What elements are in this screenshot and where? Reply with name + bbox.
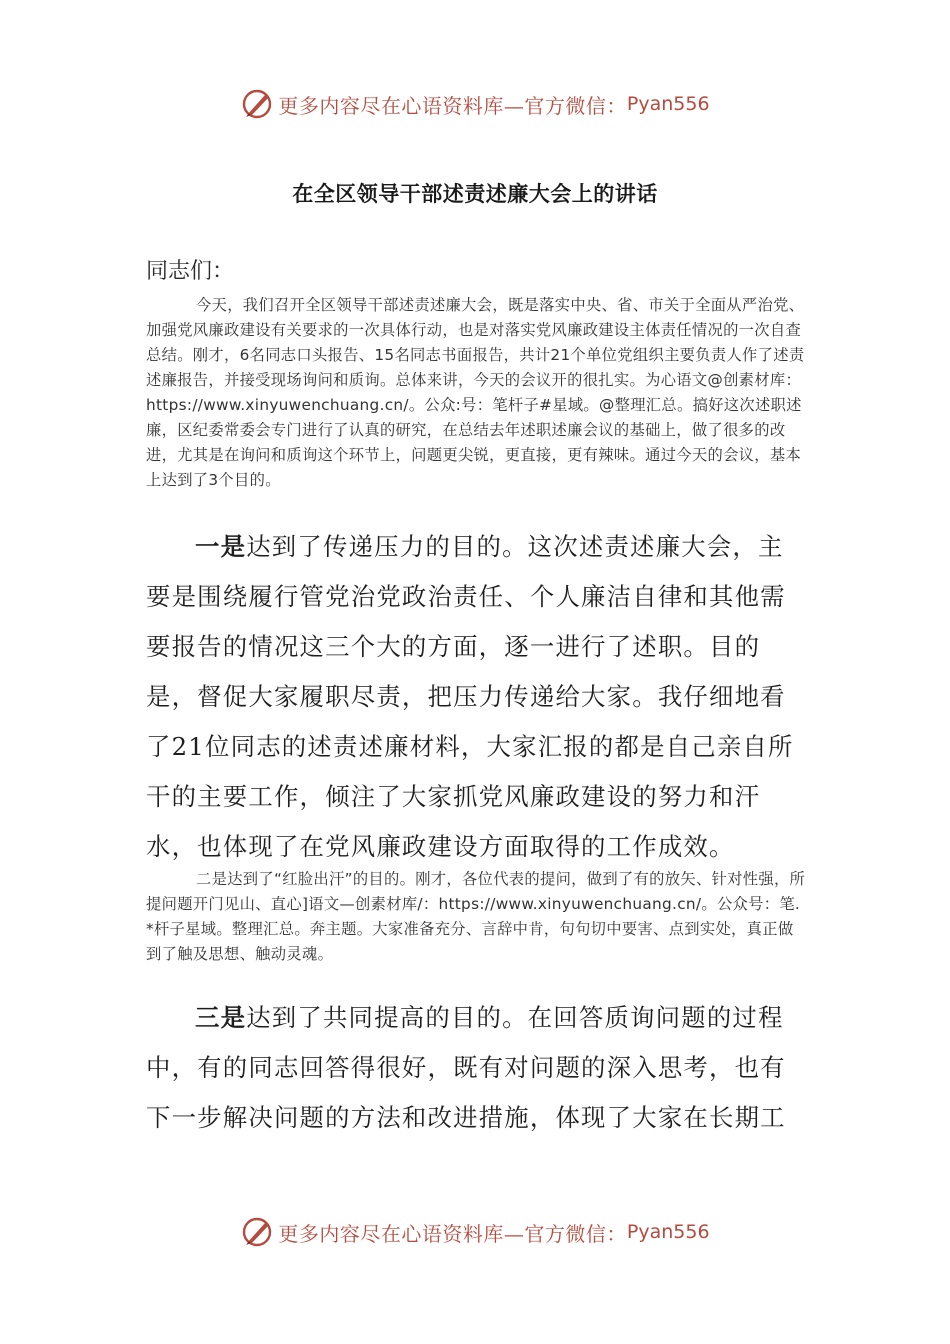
point-three-body: 达到了共同提高的目的。在回答质询问题的过程中，有的同志回答得很好，既有对问题的深入思考，也有下一步解决问题的方法和改进措施，体现了大家在长期工 (146, 1003, 786, 1132)
point-one-lead: 一是 (195, 532, 247, 561)
paragraph-point-one (146, 522, 806, 872)
paragraph-point-three (146, 993, 806, 1143)
banner-text: 更多内容尽在心语资料库—官方微信： (278, 93, 627, 118)
paragraph-point-two: 二是达到了“红脸出汗”的目的。刚才，各位代表的提问，做到了有的放矢、针对性强，所提问题开门见山、直心]语文—创素材库/：https://www.xinyuwenchuang.cn/。公众号：笔.*杆子星域。整理汇总。奔主题。大家准备充分、言辞中肯，句句切中要害、点到实处，真正做到了触及思想、触动灵魂。 (146, 870, 806, 963)
pen-logo-icon (240, 87, 274, 121)
paragraph-intro: 今天，我们召开全区领导干部述责述廉大会，既是落实中央、省、市关于全面从严治党、加强党风廉政建设有关要求的一次具体行动，也是对落实党风廉政建设主体责任情况的一次自查总结。刚才，6名同志口头报告、15名同志书面报告，共计21个单位党组织主要负责人作了述责述廉报告，并接受现场询问和质询。总体来讲，今天的会议开的很扎实。为心语文@创素材库：https://www.xinyuwenchuang.cn/。公众:号：笔杆子#星域。@整理汇总。搞好这次述职述廉，区纪委常委会专门进行了认真的研究，在总结去年述职述廉会议的基础上，做了很多的改进，尤其是在询问和质询这个环节上，问题更尖锐，更直接，更有辣味。通过今天的会议，基本上达到了3个目的。 (146, 296, 805, 489)
pen-logo-icon (240, 1215, 274, 1249)
footer-banner-text: 更多内容尽在心语资料库—官方微信： (278, 1221, 627, 1246)
header-banner (0, 84, 950, 124)
footer-banner (0, 1212, 950, 1252)
salutation: 同志们： (146, 259, 235, 284)
banner-wechat-id: Pyan556 (626, 93, 710, 115)
point-one-body: 达到了传递压力的目的。这次述责述廉大会，主要是围绕履行管党治党政治责任、个人廉洁自律和其他需要报告的情况这三个大的方面，逐一进行了述职。目的是，督促大家履职尽责，把压力传递给大家。我仔细地看了21位同志的述责述廉材料，大家汇报的都是自己亲自所干的主要工作，倾注了大家抓党风廉政建设的努力和汗水，也体现了在党风廉政建设方面取得的工作成效。 (146, 532, 794, 861)
footer-wechat-id: Pyan556 (626, 1221, 710, 1243)
document-title: 在全区领导干部述责述廉大会上的讲话 (292, 182, 658, 206)
point-three-lead: 三是 (195, 1003, 247, 1032)
